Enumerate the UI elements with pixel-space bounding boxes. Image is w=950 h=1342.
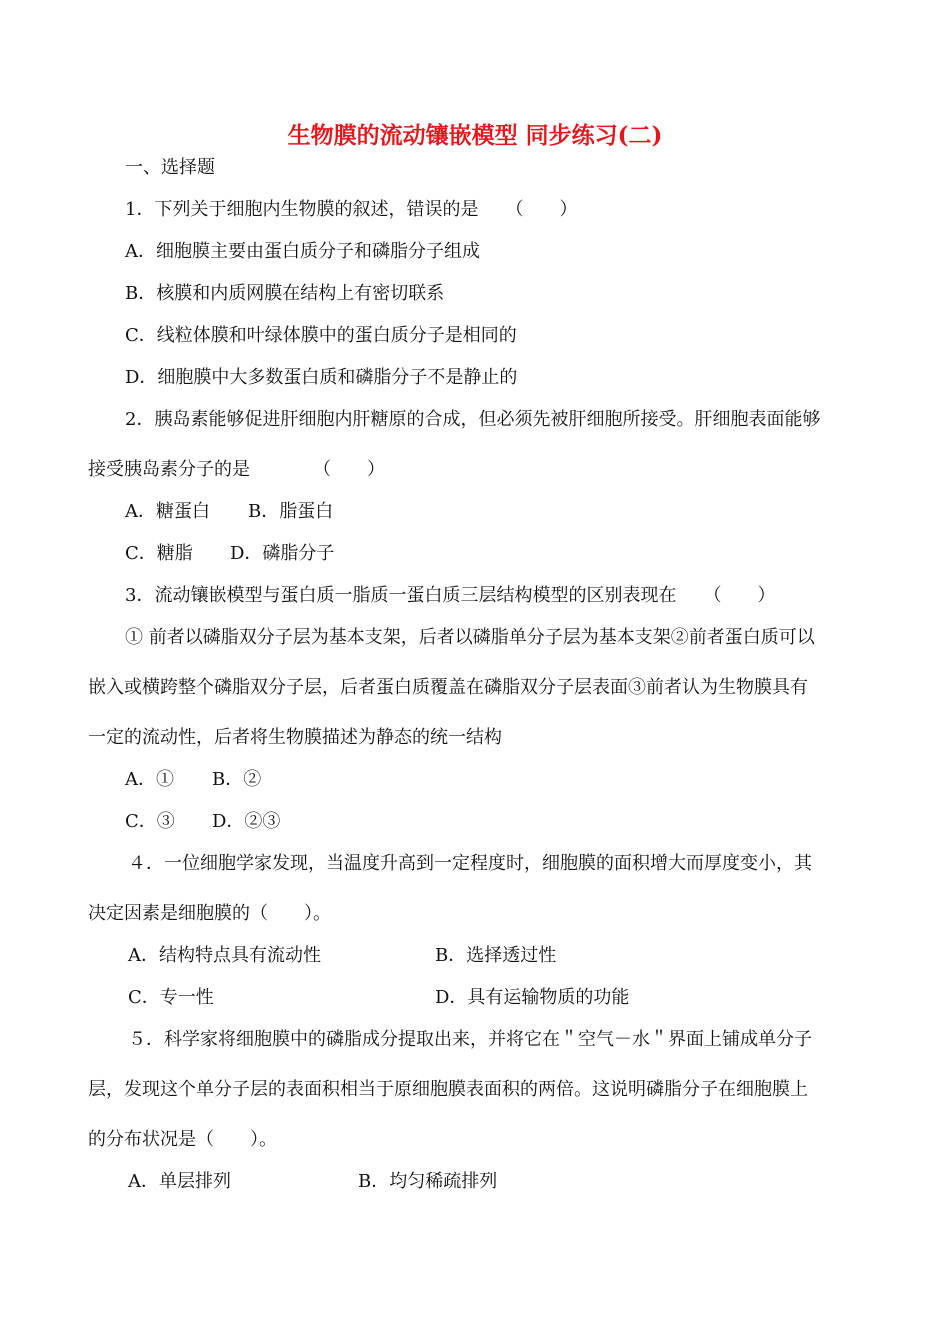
q1-stem: 1．下列关于细胞内生物膜的叙述，错误的是 （ ） <box>125 199 578 220</box>
q5-stem-line3: 的分布状况是（ ）。 <box>88 1129 277 1150</box>
q5-stem-line1: ５．科学家将细胞膜中的磷脂成分提取出来，并将它在＂空气－水＂界面上铺成单分子 <box>128 1029 812 1050</box>
q3-detail-line1: ① 前者以磷脂双分子层为基本支架，后者以磷脂单分子层为基本支架②前者蛋白质可以 <box>125 627 815 648</box>
q1-option-d: D．细胞膜中大多数蛋白质和磷脂分子不是静止的 <box>125 367 518 388</box>
q1-option-a: A．细胞膜主要由蛋白质分子和磷脂分子组成 <box>125 241 480 262</box>
q2-stem-line1: 2．胰岛素能够促进肝细胞内肝糖原的合成，但必须先被肝细胞所接受。肝细胞表面能够 <box>125 409 821 430</box>
q1-option-c: C．线粒体膜和叶绿体膜中的蛋白质分子是相同的 <box>125 325 517 346</box>
section-heading: 一、选择题 <box>125 157 215 178</box>
q4-stem-line1: ４．一位细胞学家发现，当温度升高到一定程度时，细胞膜的面积增大而厚度变小，其 <box>128 853 812 874</box>
q3-option-a: A．① <box>125 769 174 790</box>
q3-detail-line2: 嵌入或横跨整个磷脂双分子层，后者蛋白质覆盖在磷脂双分子层表面③前者认为生物膜具有 <box>88 677 808 698</box>
q3-option-b: B．② <box>212 769 262 790</box>
q3-option-c: C．③ <box>125 811 175 832</box>
q2-option-c: C．糖脂 <box>125 543 193 564</box>
q2-option-b: B．脂蛋白 <box>248 501 334 522</box>
q5-stem-line2: 层，发现这个单分子层的表面积相当于原细胞膜表面积的两倍。这说明磷脂分子在细胞膜上 <box>88 1079 808 1100</box>
q4-stem-line2: 决定因素是细胞膜的（ ）。 <box>88 903 331 924</box>
q3-option-d: D．②③ <box>212 811 281 832</box>
q4-option-a: A．结构特点具有流动性 <box>128 945 321 966</box>
q5-option-a: A．单层排列 <box>128 1171 231 1192</box>
q3-detail-line3: 一定的流动性，后者将生物膜描述为静态的统一结构 <box>88 727 502 748</box>
document-title: 生物膜的流动镶嵌模型 同步练习(二) <box>287 122 663 149</box>
q2-option-d: D．磷脂分子 <box>230 543 335 564</box>
q4-option-d: D．具有运输物质的功能 <box>435 987 630 1008</box>
q4-option-c: C．专一性 <box>128 987 214 1008</box>
q2-stem-line2: 接受胰岛素分子的是 （ ） <box>88 459 385 480</box>
q4-option-b: B．选择透过性 <box>435 945 557 966</box>
q1-option-b: B．核膜和内质网膜在结构上有密切联系 <box>125 283 445 304</box>
q5-option-b: B．均匀稀疏排列 <box>358 1171 498 1192</box>
q3-stem: 3．流动镶嵌模型与蛋白质一脂质一蛋白质三层结构模型的区别表现在 （ ） <box>125 585 776 606</box>
q2-option-a: A．糖蛋白 <box>125 501 210 522</box>
